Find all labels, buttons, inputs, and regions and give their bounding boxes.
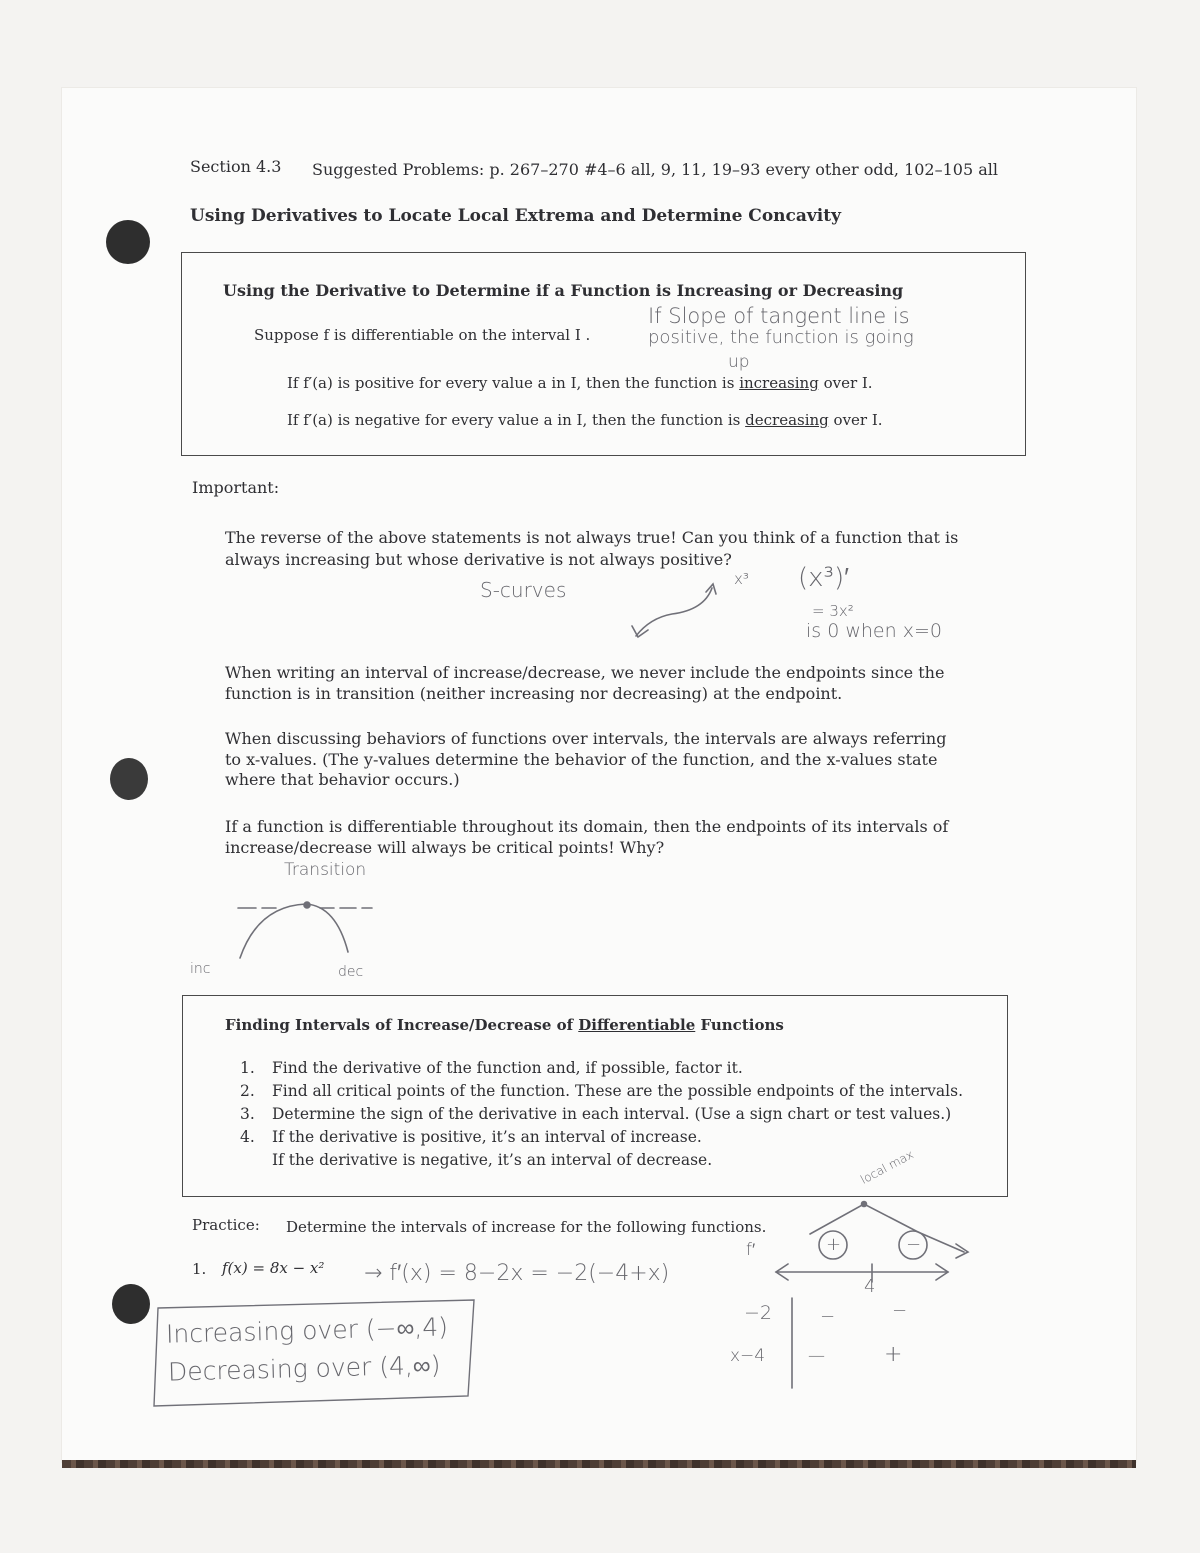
statement-text: If f′(a) is positive for every value a in I, then the function is	[287, 374, 740, 392]
sign-chart-cell: −	[892, 1300, 908, 1321]
important-paragraph: increase/decrease will always be critical points! Why?	[225, 838, 665, 857]
differentiable-word: Differentiable	[578, 1016, 696, 1034]
practice-label: Practice:	[192, 1216, 260, 1234]
handwritten-s-curves: S-curves	[480, 578, 567, 602]
important-paragraph: to x-values. (The y-values determine the behavior of the function, and the x-values state	[225, 750, 938, 769]
handwritten-slope-note: positive, the function is going	[648, 327, 914, 348]
answer-decreasing: Decreasing over (4,∞)	[167, 1350, 441, 1387]
important-paragraph: The reverse of the above statements is not always true! Can you think of a function that is	[225, 528, 959, 547]
local-max-sketch	[810, 1204, 964, 1252]
handwritten-work: → f′(x) = 8−2x = −2(−4+x)	[364, 1261, 670, 1286]
practice-instruction: Determine the intervals of increase for the following functions.	[286, 1218, 767, 1236]
statement-text: over I.	[818, 374, 873, 392]
sign-chart-cell: —	[808, 1346, 825, 1366]
handwritten-transition: Transition	[284, 860, 367, 880]
problem-number: 1.	[192, 1260, 207, 1278]
step-number: 4.	[240, 1128, 255, 1146]
decreasing-word: decreasing	[745, 411, 829, 429]
step-number: 3.	[240, 1105, 255, 1123]
increasing-word: increasing	[739, 374, 819, 392]
handwritten-x-cubed: x³	[734, 570, 749, 588]
step-number: 1.	[240, 1059, 255, 1077]
important-paragraph: When writing an interval of increase/decrease, we never include the endpoints since the	[225, 663, 945, 682]
handwritten-inc: inc	[190, 961, 211, 977]
local-max-point	[862, 1202, 867, 1207]
handwritten-derivative: (x³)′	[798, 563, 849, 593]
parabola-sketch	[240, 904, 348, 958]
step-text: Determine the sign of the derivative in each interval. (Use a sign chart or test values.)	[272, 1105, 952, 1123]
handwritten-dec: dec	[338, 964, 364, 980]
statement-text: If f′(a) is negative for every value a in I, then the function is	[287, 411, 746, 429]
handwritten-local-max: local max	[858, 1147, 916, 1187]
page-title: Using Derivatives to Locate Local Extrema and Determine Concavity	[190, 206, 841, 226]
step-text: If the derivative is negative, it’s an interval of decrease.	[272, 1151, 713, 1169]
answer-increasing: Increasing over (−∞,4)	[165, 1312, 449, 1349]
parabola-vertex	[304, 902, 310, 908]
handwritten-fprime: f′	[746, 1240, 756, 1260]
sign-minus: −	[906, 1234, 922, 1255]
plus-circle	[819, 1231, 847, 1259]
number-line-label-4: 4	[864, 1276, 876, 1297]
important-paragraph: If a function is differentiable throughout its domain, then the endpoints of its intervals of	[225, 817, 949, 836]
handwritten-derivative: is 0 when x=0	[806, 620, 942, 642]
important-paragraph: function is in transition (neither increasing nor decreasing) at the endpoint.	[225, 684, 843, 703]
sign-chart-cell: −	[820, 1306, 836, 1327]
handwritten-slope-note: up	[728, 352, 750, 372]
sign-chart-row-label: x−4	[730, 1346, 766, 1366]
step-text: If the derivative is positive, it’s an interval of increase.	[272, 1128, 702, 1146]
sign-plus: +	[826, 1234, 842, 1255]
step-text: Find all critical points of the function. These are the possible endpoints of the intervals.	[272, 1082, 963, 1100]
answer-box	[154, 1300, 474, 1406]
step-number: 2.	[240, 1082, 255, 1100]
minus-circle	[899, 1231, 927, 1259]
suppose-statement: Suppose f is differentiable on the interval I .	[254, 326, 591, 344]
important-paragraph: always increasing but whose derivative is not always positive?	[225, 550, 732, 569]
important-paragraph: When discussing behaviors of functions over intervals, the intervals are always referring	[225, 729, 947, 748]
section-label: Section 4.3	[190, 157, 282, 176]
heading-text: Functions	[695, 1016, 784, 1034]
handwritten-derivative: = 3x²	[812, 602, 854, 620]
curved-arrow	[636, 588, 712, 636]
important-paragraph: where that behavior occurs.)	[225, 770, 460, 789]
suggested-problems: Suggested Problems: p. 267–270 #4–6 all, 9, 11, 19–93 every other odd, 102–105 all	[312, 160, 998, 179]
theorem-heading: Using the Derivative to Determine if a Function is Increasing or Decreasing	[223, 281, 904, 300]
problem-expression: f(x) = 8x − x²	[222, 1259, 325, 1277]
statement-text: over I.	[828, 411, 883, 429]
heading-text: Finding Intervals of Increase/Decrease of	[225, 1016, 579, 1034]
sign-chart-row-label: −2	[744, 1302, 773, 1324]
handwritten-slope-note: If Slope of tangent line is	[648, 304, 910, 328]
important-label: Important:	[192, 478, 280, 497]
step-text: Find the derivative of the function and, if possible, factor it.	[272, 1059, 743, 1077]
sign-chart-cell: +	[884, 1342, 903, 1367]
